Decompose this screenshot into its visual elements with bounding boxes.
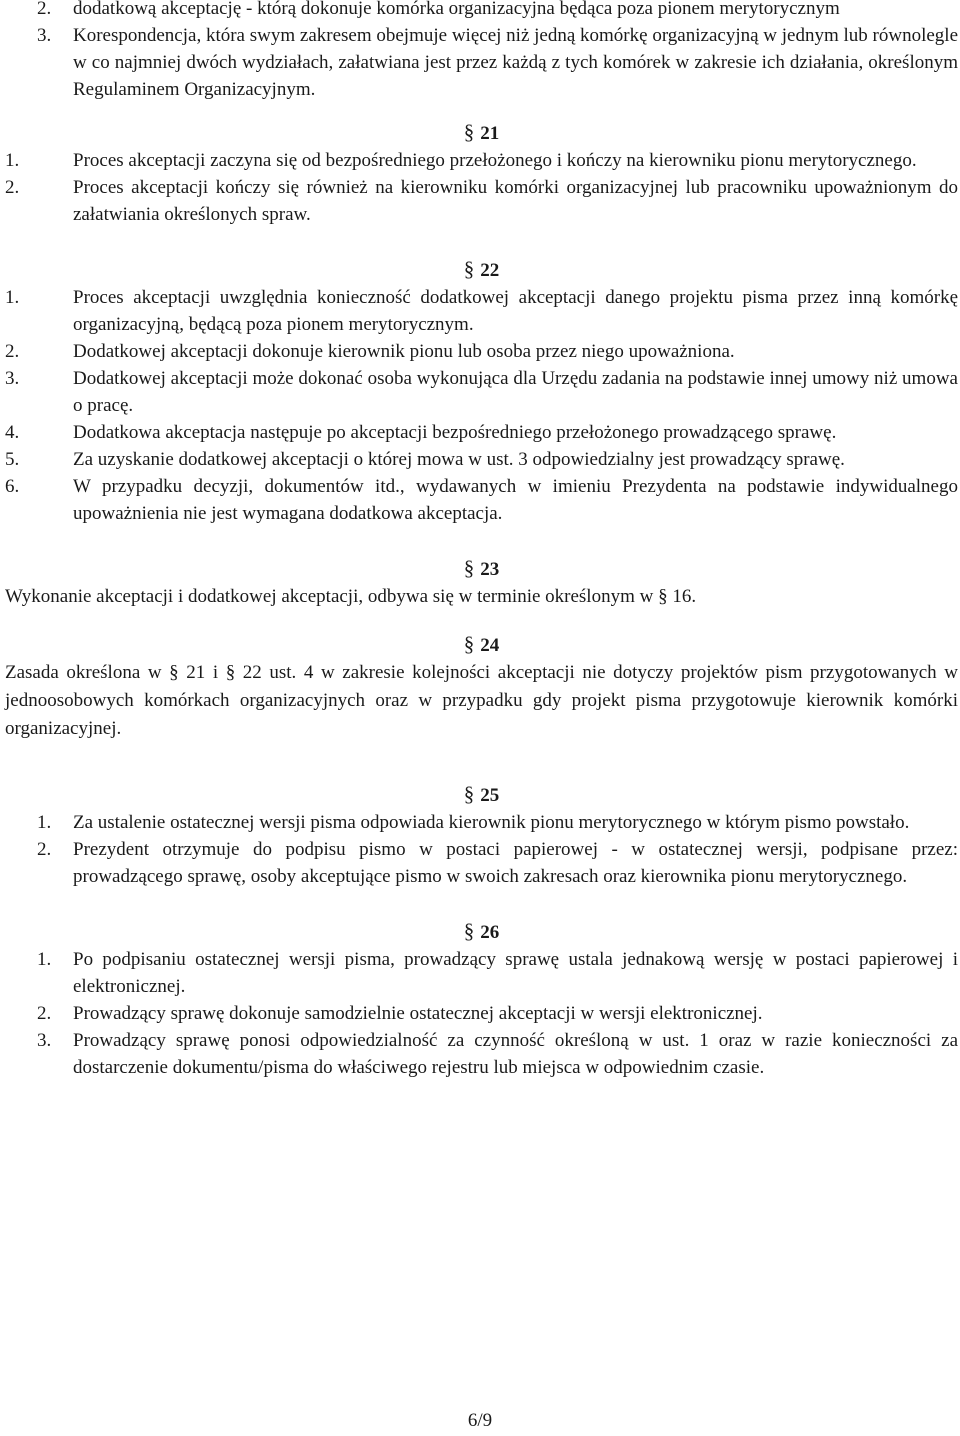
list-item xyxy=(5,809,958,836)
item-text: Proces akceptacji kończy się również na kierowniku komórki organizacyjnej lub pracowniku upoważnionym do załatwiania określonych spraw. xyxy=(73,177,958,225)
item-number: 2. xyxy=(5,177,20,198)
section-number: 24 xyxy=(480,635,500,656)
item-text: Proces akceptacji zaczyna się od bezpośredniego przełożonego i kończy na kierowniku pionu merytorycznego. xyxy=(73,150,917,171)
item-text: dodatkową akceptację - którą dokonuje komórka organizacyjna będąca poza pionem merytorycznym xyxy=(73,0,840,19)
section-heading xyxy=(5,119,958,147)
intro-list xyxy=(5,0,958,103)
item-number: 3. xyxy=(37,1030,52,1051)
list-item xyxy=(5,365,958,419)
list-item xyxy=(5,446,958,473)
item-text: Dodatkowa akceptacja następuje po akceptacji bezpośredniego przełożonego prowadzącego sprawę. xyxy=(73,422,837,443)
section-paragraph: Wykonanie akceptacji i dodatkowej akceptacji, odbywa się w terminie określonym w § 16. xyxy=(5,586,697,607)
list-item xyxy=(5,0,958,22)
list-item xyxy=(5,419,958,446)
item-number: 1. xyxy=(37,812,52,833)
section-sign: § xyxy=(463,632,475,656)
section-sign: § xyxy=(463,782,475,806)
item-number: 6. xyxy=(5,476,20,497)
section-number: 26 xyxy=(480,922,500,943)
page-number: 6/9 xyxy=(467,1410,493,1431)
item-number: 1. xyxy=(37,949,52,970)
item-text: W przypadku decyzji, dokumentów itd., wydawanych w imieniu Prezydenta na podstawie indywidualnego upoważnienia nie jest wymagana dodatkowa akceptacja. xyxy=(73,476,958,524)
item-number: 2. xyxy=(37,1003,52,1024)
section-number: 25 xyxy=(480,785,500,806)
item-number: 1. xyxy=(5,150,20,171)
item-number: 2. xyxy=(37,839,52,860)
list-item xyxy=(5,946,958,1000)
item-text: Za ustalenie ostatecznej wersji pisma odpowiada kierownik pionu merytorycznego w którym pismo powstało. xyxy=(73,812,910,833)
item-text: Prowadzący sprawę ponosi odpowiedzialność za czynność określoną w ust. 1 oraz w razie konieczności za dostarczenie dokumentu/pisma do właściwego rejestru lub miejsca w odpowiednim czasie. xyxy=(73,1030,958,1078)
section-paragraph: Zasada określona w § 21 i § 22 ust. 4 w zakresie kolejności akceptacji nie dotyczy projektów pism przygotowanych w jednoosobowych komórkach organizacyjnych oraz w przypadku gdy projekt pisma przygotowuje kierownik komórki organizacyjnej. xyxy=(5,662,958,739)
item-text: Proces akceptacji uwzględnia konieczność dodatkowej akceptacji danego projektu pisma przez inną komórkę organizacyjną, będącą poza pionem merytorycznym. xyxy=(73,287,958,335)
list-item xyxy=(5,473,958,527)
section-sign: § xyxy=(463,120,475,144)
section-sign: § xyxy=(463,556,475,580)
list-item xyxy=(5,174,958,228)
section-sign: § xyxy=(463,919,475,943)
item-number: 3. xyxy=(37,25,52,46)
item-number: 1. xyxy=(5,287,20,308)
section-number: 23 xyxy=(480,559,500,580)
item-number: 5. xyxy=(5,449,20,470)
document-page xyxy=(5,0,958,1081)
section-heading xyxy=(5,555,958,583)
section-number: 21 xyxy=(480,123,500,144)
item-text: Dodatkowej akceptacji dokonuje kierownik pionu lub osoba przez niego upoważniona. xyxy=(73,341,735,362)
section-number: 22 xyxy=(480,260,500,281)
section-heading xyxy=(5,256,958,284)
item-number: 3. xyxy=(5,368,20,389)
item-text: Prezydent otrzymuje do podpisu pismo w postaci papierowej - w ostatecznej wersji, podpisane przez: prowadzącego sprawę, osoby akceptujące pismo w swoich zakresach oraz kierownika pionu merytorycznego. xyxy=(73,839,958,887)
item-text: Prowadzący sprawę dokonuje samodzielnie ostatecznej akceptacji w wersji elektronicznej. xyxy=(73,1003,763,1024)
list-item xyxy=(5,1027,958,1081)
item-number: 2. xyxy=(37,0,52,19)
section-heading xyxy=(5,631,958,659)
list-item xyxy=(5,338,958,365)
list-item xyxy=(5,147,958,174)
section-heading xyxy=(5,918,958,946)
section-sign: § xyxy=(463,257,475,281)
list-item xyxy=(5,284,958,338)
item-text: Za uzyskanie dodatkowej akceptacji o której mowa w ust. 3 odpowiedzialny jest prowadzący sprawę. xyxy=(73,449,845,470)
list-item xyxy=(5,1000,958,1027)
item-text: Korespondencja, która swym zakresem obejmuje więcej niż jedną komórkę organizacyjną w jednym lub równolegle w co najmniej dwóch wydziałach, załatwiana jest przez każdą z tych komórek w zakresie ich działania, określonym Regulaminem Organizacyjnym. xyxy=(73,25,958,100)
section-heading xyxy=(5,781,958,809)
list-item xyxy=(5,836,958,890)
item-text: Po podpisaniu ostatecznej wersji pisma, prowadzący sprawę ustala jednakową wersję w postaci papierowej i elektronicznej. xyxy=(73,949,958,997)
item-text: Dodatkowej akceptacji może dokonać osoba wykonująca dla Urzędu zadania na podstawie innej umowy niż umowa o pracę. xyxy=(73,368,958,416)
list-item xyxy=(5,22,958,103)
item-number: 4. xyxy=(5,422,20,443)
item-number: 2. xyxy=(5,341,20,362)
